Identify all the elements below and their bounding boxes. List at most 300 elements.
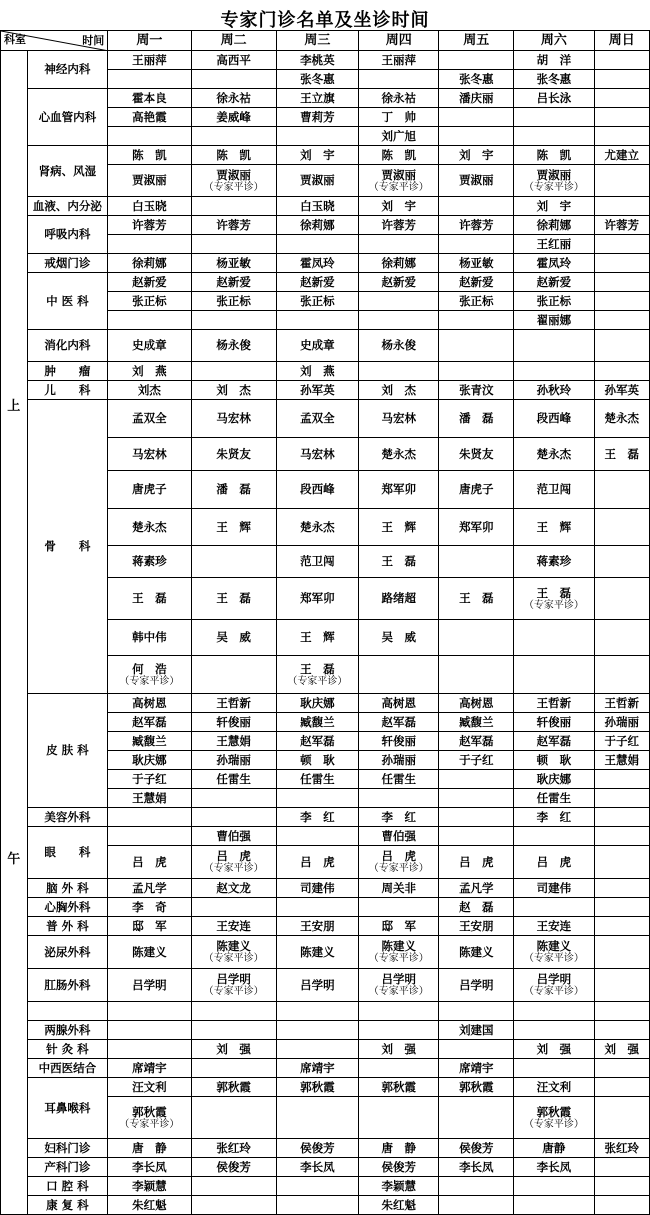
schedule-cell xyxy=(108,197,191,216)
doctor-name: 楚永杰 xyxy=(300,519,335,534)
doctor-name: 范卫闯 xyxy=(536,482,572,496)
specialist-note: （专家平诊） xyxy=(119,1118,180,1130)
table-row xyxy=(1,898,650,917)
schedule-cell xyxy=(191,656,276,694)
schedule-cell xyxy=(514,846,594,879)
doctor-name: 杨永俊 xyxy=(216,338,251,352)
schedule-cell xyxy=(439,1002,514,1021)
schedule-table xyxy=(0,30,650,1215)
schedule-cell xyxy=(514,254,594,273)
schedule-cell xyxy=(108,1040,191,1059)
schedule-cell xyxy=(514,879,594,898)
schedule-cell xyxy=(439,789,514,808)
doctor-name: 耿庆娜 xyxy=(132,752,167,767)
schedule-cell xyxy=(514,1097,594,1139)
schedule-cell xyxy=(514,89,594,108)
schedule-cell xyxy=(514,381,594,400)
schedule-cell xyxy=(191,292,276,311)
schedule-cell xyxy=(439,330,514,362)
schedule-cell xyxy=(439,827,514,846)
doctor-name: 李桃英 xyxy=(300,52,335,67)
schedule-cell xyxy=(594,1059,649,1078)
schedule-cell xyxy=(439,51,514,70)
schedule-cell xyxy=(276,216,358,235)
doctor-name: 马宏林 xyxy=(216,411,251,425)
schedule-cell xyxy=(594,898,649,917)
schedule-cell xyxy=(191,362,276,381)
schedule-cell xyxy=(439,1059,514,1078)
doctor-name: 吕 虎 xyxy=(381,849,416,863)
doctor-name: 刘建国 xyxy=(459,1022,494,1037)
header-day-mon: 周一 xyxy=(108,31,191,51)
doctor-name: 张正标 xyxy=(300,293,335,308)
table-row xyxy=(1,146,650,165)
schedule-cell xyxy=(439,846,514,879)
schedule-cell xyxy=(191,471,276,509)
schedule-cell xyxy=(439,713,514,732)
department-name: 肾病、风湿 xyxy=(27,146,108,197)
schedule-cell xyxy=(514,1139,594,1158)
doctor-name: 霍凤玲 xyxy=(300,255,335,270)
schedule-cell xyxy=(514,1078,594,1097)
schedule-cell xyxy=(359,546,439,578)
table-row xyxy=(1,936,650,969)
schedule-cell xyxy=(276,969,358,1002)
department-name: 眼 科 xyxy=(27,827,108,879)
schedule-cell xyxy=(359,51,439,70)
schedule-cell xyxy=(276,165,358,197)
schedule-cell xyxy=(191,70,276,89)
doctor-name: 唐 静 xyxy=(132,1140,167,1155)
doctor-name: 顿 耿 xyxy=(300,752,335,767)
schedule-cell xyxy=(594,235,649,254)
doctor-name: 段西峰 xyxy=(536,411,572,425)
schedule-cell xyxy=(359,1002,439,1021)
doctor-name: 王 辉 xyxy=(300,630,335,644)
schedule-cell xyxy=(276,127,358,146)
schedule-cell xyxy=(276,311,358,330)
schedule-cell xyxy=(514,273,594,292)
doctor-name: 吕学明 xyxy=(459,977,494,992)
schedule-cell xyxy=(276,108,358,127)
doctor-name: 王 辉 xyxy=(536,519,572,534)
doctor-name: 吕 虎 xyxy=(300,854,335,869)
schedule-cell xyxy=(359,1196,439,1215)
schedule-cell xyxy=(191,789,276,808)
specialist-note: （专家平诊） xyxy=(119,675,180,687)
schedule-cell xyxy=(439,235,514,254)
doctor-name: 王安连 xyxy=(536,918,572,933)
doctor-name: 臧馥兰 xyxy=(459,714,494,729)
schedule-cell xyxy=(594,578,649,620)
schedule-cell xyxy=(108,127,191,146)
schedule-cell xyxy=(108,1158,191,1177)
doctor-name: 任雷生 xyxy=(300,771,335,786)
doctor-name: 徐永祜 xyxy=(216,90,251,105)
doctor-name: 许蓉芳 xyxy=(604,217,640,232)
schedule-cell xyxy=(359,311,439,330)
schedule-cell xyxy=(594,770,649,789)
doctor-name: 吴 威 xyxy=(216,630,251,644)
doctor-name: 刘 强 xyxy=(604,1041,640,1056)
doctor-name: 何 浩 xyxy=(132,661,167,676)
schedule-cell xyxy=(359,1097,439,1139)
schedule-cell xyxy=(276,51,358,70)
doctor-name: 王丽萍 xyxy=(381,52,416,67)
schedule-cell xyxy=(514,770,594,789)
schedule-cell xyxy=(359,694,439,713)
header-day-sun: 周日 xyxy=(594,31,649,51)
schedule-cell xyxy=(439,808,514,827)
schedule-cell xyxy=(594,546,649,578)
doctor-name: 臧馥兰 xyxy=(132,733,167,748)
time-period-cell xyxy=(1,51,28,1215)
schedule-cell xyxy=(108,400,191,438)
schedule-cell xyxy=(359,235,439,254)
schedule-cell xyxy=(276,713,358,732)
schedule-cell xyxy=(439,656,514,694)
table-row xyxy=(1,1196,650,1215)
doctor-name: 唐虎子 xyxy=(459,482,494,496)
schedule-cell xyxy=(514,400,594,438)
doctor-name: 孙军英 xyxy=(604,382,640,397)
doctor-name: 翟丽娜 xyxy=(536,312,572,327)
doctor-name: 贾淑丽 xyxy=(132,173,167,187)
doctor-name: 贾淑丽 xyxy=(381,167,416,182)
schedule-cell xyxy=(276,936,358,969)
schedule-cell xyxy=(439,1078,514,1097)
doctor-name: 潘 磊 xyxy=(459,411,494,425)
schedule-cell xyxy=(276,827,358,846)
schedule-cell xyxy=(108,879,191,898)
schedule-cell xyxy=(191,51,276,70)
department-name: 骨 科 xyxy=(27,400,108,694)
schedule-cell xyxy=(191,694,276,713)
schedule-cell xyxy=(108,165,191,197)
schedule-cell xyxy=(359,400,439,438)
doctor-name: 李颖慧 xyxy=(132,1178,167,1193)
schedule-cell xyxy=(108,51,191,70)
schedule-cell xyxy=(191,846,276,879)
doctor-name: 吕 虎 xyxy=(216,849,251,863)
schedule-cell xyxy=(108,1177,191,1196)
schedule-cell xyxy=(359,898,439,917)
schedule-cell xyxy=(514,108,594,127)
doctor-name: 霍本良 xyxy=(132,90,167,105)
schedule-cell xyxy=(439,362,514,381)
header-day-thu: 周四 xyxy=(359,31,439,51)
schedule-cell xyxy=(276,546,358,578)
schedule-cell xyxy=(594,969,649,1002)
schedule-cell xyxy=(108,146,191,165)
specialist-note: （专家平诊） xyxy=(368,181,429,193)
schedule-cell xyxy=(439,509,514,546)
doctor-name: 郭秋霞 xyxy=(536,1104,572,1119)
schedule-cell xyxy=(108,936,191,969)
schedule-cell xyxy=(594,127,649,146)
table-row xyxy=(1,1059,650,1078)
schedule-cell xyxy=(108,969,191,1002)
schedule-cell xyxy=(594,656,649,694)
schedule-cell xyxy=(594,273,649,292)
schedule-cell xyxy=(359,273,439,292)
department-name: 戒烟门诊 xyxy=(27,254,108,273)
table-row xyxy=(1,1177,650,1196)
doctor-name: 刘 杰 xyxy=(216,382,251,397)
schedule-cell xyxy=(276,917,358,936)
schedule-cell xyxy=(276,273,358,292)
schedule-cell xyxy=(439,70,514,89)
doctor-name: 陈建义 xyxy=(536,939,572,953)
schedule-cell xyxy=(108,578,191,620)
table-row xyxy=(1,254,650,273)
doctor-name: 李 红 xyxy=(300,809,335,824)
schedule-cell xyxy=(594,438,649,471)
schedule-cell xyxy=(594,1021,649,1040)
schedule-cell xyxy=(514,1196,594,1215)
schedule-cell xyxy=(514,216,594,235)
doctor-name: 白玉晓 xyxy=(300,198,335,213)
schedule-cell xyxy=(594,1139,649,1158)
doctor-name: 段西峰 xyxy=(300,482,335,496)
schedule-cell xyxy=(594,216,649,235)
doctor-name: 李颖慧 xyxy=(381,1178,416,1193)
doctor-name: 胡 洋 xyxy=(536,52,572,67)
schedule-cell xyxy=(276,146,358,165)
doctor-name: 陈 凯 xyxy=(536,147,572,162)
doctor-name: 赵新爱 xyxy=(459,274,494,289)
schedule-cell xyxy=(359,770,439,789)
schedule-cell xyxy=(276,1078,358,1097)
schedule-cell xyxy=(359,578,439,620)
schedule-cell xyxy=(594,808,649,827)
schedule-cell xyxy=(359,969,439,1002)
doctor-name: 邸 军 xyxy=(381,918,416,933)
schedule-cell xyxy=(108,827,191,846)
schedule-cell xyxy=(108,751,191,770)
schedule-cell xyxy=(108,1059,191,1078)
schedule-cell xyxy=(276,808,358,827)
doctor-name: 吕学明 xyxy=(132,977,167,992)
doctor-name: 汪文利 xyxy=(132,1079,167,1094)
doctor-name: 楚永杰 xyxy=(132,519,167,534)
schedule-cell xyxy=(594,400,649,438)
schedule-cell xyxy=(108,216,191,235)
schedule-cell xyxy=(276,509,358,546)
schedule-cell xyxy=(108,273,191,292)
schedule-cell xyxy=(439,898,514,917)
schedule-cell xyxy=(359,1059,439,1078)
schedule-cell xyxy=(276,898,358,917)
doctor-name: 贾淑丽 xyxy=(300,173,335,187)
schedule-cell xyxy=(276,400,358,438)
schedule-cell xyxy=(108,1021,191,1040)
schedule-cell xyxy=(514,694,594,713)
header-day-fri: 周五 xyxy=(439,31,514,51)
doctor-name: 张冬惠 xyxy=(300,71,335,86)
doctor-name: 吕 虎 xyxy=(459,854,494,869)
schedule-cell xyxy=(359,292,439,311)
schedule-cell xyxy=(514,656,594,694)
schedule-cell xyxy=(514,438,594,471)
doctor-name: 陈建义 xyxy=(300,944,335,959)
schedule-cell xyxy=(359,471,439,509)
department-name: 妇科门诊 xyxy=(27,1139,108,1158)
doctor-name: 吴 威 xyxy=(381,630,416,644)
schedule-cell xyxy=(108,656,191,694)
schedule-cell xyxy=(439,1139,514,1158)
doctor-name: 孟双全 xyxy=(300,411,335,425)
schedule-cell xyxy=(276,732,358,751)
schedule-cell xyxy=(439,273,514,292)
doctor-name: 高艳霞 xyxy=(132,109,167,124)
table-row xyxy=(1,400,650,438)
schedule-cell xyxy=(594,146,649,165)
schedule-cell xyxy=(514,936,594,969)
doctor-name: 潘 磊 xyxy=(216,482,251,496)
doctor-name: 轩俊丽 xyxy=(216,714,251,729)
schedule-cell xyxy=(191,620,276,656)
doctor-name: 赵 磊 xyxy=(459,899,494,914)
doctor-name: 侯俊芳 xyxy=(300,1140,335,1155)
doctor-name: 王 辉 xyxy=(381,519,416,534)
doctor-name: 路绪超 xyxy=(381,591,416,605)
schedule-cell xyxy=(514,732,594,751)
schedule-cell xyxy=(514,917,594,936)
doctor-name: 王慧娟 xyxy=(132,790,167,805)
schedule-cell xyxy=(191,438,276,471)
schedule-cell xyxy=(439,732,514,751)
schedule-cell xyxy=(514,1177,594,1196)
header-day-wed: 周三 xyxy=(276,31,358,51)
doctor-name: 赵军磊 xyxy=(381,714,416,729)
table-row xyxy=(1,694,650,713)
doctor-name: 郑军卯 xyxy=(300,591,335,605)
schedule-cell xyxy=(594,1097,649,1139)
doctor-name: 赵新爱 xyxy=(536,274,572,289)
schedule-cell xyxy=(108,1139,191,1158)
schedule-cell xyxy=(594,1177,649,1196)
schedule-cell xyxy=(359,1078,439,1097)
table-row xyxy=(1,827,650,846)
schedule-cell xyxy=(108,1078,191,1097)
table-row xyxy=(1,330,650,362)
schedule-cell xyxy=(191,732,276,751)
schedule-cell xyxy=(108,311,191,330)
doctor-name: 霍凤玲 xyxy=(536,255,572,270)
department-name: 两腺外科 xyxy=(27,1021,108,1040)
specialist-note: （专家平诊） xyxy=(523,181,584,193)
department-name xyxy=(27,1002,108,1021)
doctor-name: 高西平 xyxy=(216,52,251,67)
doctor-name: 朱贤友 xyxy=(459,446,494,461)
doctor-name: 孙瑞丽 xyxy=(216,752,251,767)
doctor-name: 汪文利 xyxy=(536,1079,572,1094)
schedule-cell xyxy=(359,330,439,362)
schedule-cell xyxy=(108,108,191,127)
schedule-cell xyxy=(439,620,514,656)
doctor-name: 陈建义 xyxy=(381,939,416,953)
schedule-cell xyxy=(276,1196,358,1215)
schedule-cell xyxy=(108,254,191,273)
schedule-cell xyxy=(439,1021,514,1040)
doctor-name: 史成章 xyxy=(132,338,167,352)
doctor-name: 唐静 xyxy=(542,1140,566,1155)
doctor-name: 刘 宇 xyxy=(459,147,494,162)
table-row xyxy=(1,273,650,292)
schedule-cell xyxy=(514,1158,594,1177)
doctor-name: 徐莉娜 xyxy=(381,255,416,270)
doctor-name: 刘 强 xyxy=(216,1041,251,1056)
specialist-note: （专家平诊） xyxy=(523,599,584,611)
schedule-cell xyxy=(108,732,191,751)
doctor-name: 郭秋霞 xyxy=(459,1079,494,1094)
doctor-name: 朱红魁 xyxy=(381,1197,416,1212)
schedule-cell xyxy=(359,1177,439,1196)
schedule-cell xyxy=(108,509,191,546)
schedule-cell xyxy=(276,620,358,656)
department-name: 神经内科 xyxy=(27,51,108,89)
header-department-label: 科室 xyxy=(4,33,26,46)
schedule-cell xyxy=(439,197,514,216)
doctor-name: 赵新爱 xyxy=(381,274,416,289)
doctor-name: 李 红 xyxy=(381,809,416,824)
schedule-cell xyxy=(514,1040,594,1059)
doctor-name: 王 磊 xyxy=(132,591,167,605)
schedule-cell xyxy=(439,1196,514,1215)
department-name: 产科门诊 xyxy=(27,1158,108,1177)
doctor-name: 赵军磊 xyxy=(300,733,335,748)
schedule-cell xyxy=(594,70,649,89)
department-name: 血液、内分泌 xyxy=(27,197,108,216)
schedule-cell xyxy=(276,1097,358,1139)
schedule-cell xyxy=(359,108,439,127)
doctor-name: 王 辉 xyxy=(216,519,251,534)
doctor-name: 马宏林 xyxy=(132,446,167,461)
schedule-cell xyxy=(359,789,439,808)
schedule-cell xyxy=(359,509,439,546)
doctor-name: 王安朋 xyxy=(459,918,494,933)
doctor-name: 杨亚敏 xyxy=(216,255,251,270)
doctor-name: 赵文龙 xyxy=(216,880,251,895)
schedule-cell xyxy=(108,620,191,656)
schedule-cell xyxy=(108,70,191,89)
doctor-name: 侯俊芳 xyxy=(381,1159,416,1174)
department-name: 普 外 科 xyxy=(27,917,108,936)
doctor-name: 白玉晓 xyxy=(132,198,167,213)
doctor-name: 楚永杰 xyxy=(381,446,416,461)
schedule-cell xyxy=(191,216,276,235)
doctor-name: 孟凡学 xyxy=(459,880,494,895)
doctor-name: 李 奇 xyxy=(132,899,167,914)
doctor-name: 王 磊 xyxy=(216,591,251,605)
schedule-cell xyxy=(108,362,191,381)
doctor-name: 刘 燕 xyxy=(132,363,167,378)
department-name: 肿 瘤 xyxy=(27,362,108,381)
doctor-name: 朱红魁 xyxy=(132,1197,167,1212)
doctor-name: 张红玲 xyxy=(604,1140,640,1155)
doctor-name: 蒋素珍 xyxy=(132,554,167,568)
doctor-name: 尤建立 xyxy=(604,147,640,162)
department-name: 康 复 科 xyxy=(27,1196,108,1215)
time-label-bottom: 午 xyxy=(7,851,21,867)
schedule-cell xyxy=(191,254,276,273)
doctor-name: 韩中伟 xyxy=(132,630,167,644)
doctor-name: 臧馥兰 xyxy=(300,714,335,729)
doctor-name: 吕学明 xyxy=(300,977,335,992)
doctor-name: 贾淑丽 xyxy=(216,167,251,182)
schedule-cell xyxy=(108,713,191,732)
